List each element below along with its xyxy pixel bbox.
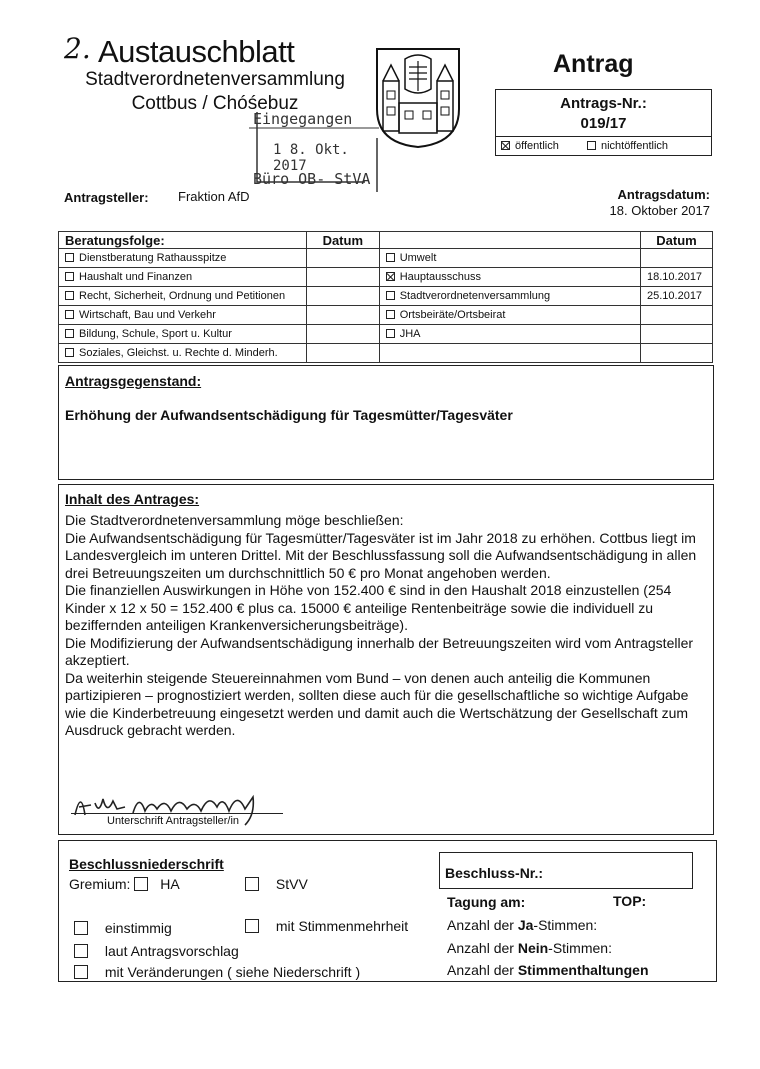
committee-label: Umwelt xyxy=(399,252,437,264)
with-changes-checkbox[interactable] xyxy=(74,965,88,979)
unanimous-label: einstimmig xyxy=(104,920,172,936)
as-proposed-label: laut Antragsvorschlag xyxy=(104,943,239,959)
antrags-nr-box xyxy=(495,89,712,156)
committee-checkbox[interactable] xyxy=(386,291,395,300)
abstentions-label: Anzahl der Stimmenthaltungen xyxy=(447,962,649,978)
committee-label: Dienstberatung Rathausspitze xyxy=(79,252,227,264)
exchange-sheet-label: Austauschblatt xyxy=(98,34,295,69)
majority-label: mit Stimmenmehrheit xyxy=(275,918,409,934)
document-title: Antrag xyxy=(553,50,634,78)
yes-votes-label: Anzahl der Ja-Stimmen: xyxy=(447,917,598,933)
application-date-label: Antragsdatum: xyxy=(617,187,710,202)
committee-label: JHA xyxy=(399,328,421,340)
gremium-ha-checkbox[interactable] xyxy=(134,877,148,891)
subject-box xyxy=(58,365,714,480)
beschluss-nr-box xyxy=(439,852,693,889)
committee-label: Hauptausschuss xyxy=(399,271,482,283)
committee-checkbox[interactable] xyxy=(386,329,395,338)
nonpublic-label: nichtöffentlich xyxy=(600,140,669,152)
signature-caption: Unterschrift Antragsteller/in xyxy=(107,815,240,827)
session-label: Tagung am: xyxy=(447,894,526,910)
committee-checkbox[interactable] xyxy=(65,253,74,262)
as-proposed-checkbox[interactable] xyxy=(74,944,88,958)
committee-date xyxy=(306,287,379,306)
stamp-date: 1 8. Okt. 2017 xyxy=(273,142,349,174)
nonpublic-checkbox[interactable] xyxy=(587,141,596,150)
committee-checkbox[interactable] xyxy=(386,310,395,319)
antrags-nr-label: Antrags-Nr.: xyxy=(560,95,647,112)
assembly-name: Stadtverordnetenversammlung xyxy=(85,69,345,90)
committee-label: Soziales, Gleichst. u. Rechte d. Minderh. xyxy=(79,347,278,359)
committee-date xyxy=(306,325,379,344)
date-header-right: Datum xyxy=(641,232,713,249)
beratungsfolge-header: Beratungsfolge: xyxy=(59,232,307,249)
committee-checkbox[interactable] xyxy=(65,329,74,338)
application-date-value: 18. Oktober 2017 xyxy=(609,203,710,218)
applicant-label: Antragsteller: xyxy=(64,190,149,205)
no-votes-label: Anzahl der Nein-Stimmen: xyxy=(447,940,612,956)
committee-checkbox[interactable] xyxy=(65,310,74,319)
majority-checkbox[interactable] xyxy=(245,919,259,933)
handwritten-prefix: 2. xyxy=(64,32,91,65)
committee-date xyxy=(641,325,713,344)
committee-label: Bildung, Schule, Sport u. Kultur xyxy=(79,328,232,340)
subject-label: Antragsgegenstand: xyxy=(65,373,202,389)
committee-date xyxy=(306,268,379,287)
beratungsfolge-table xyxy=(58,231,713,363)
committee-label: Wirtschaft, Bau und Verkehr xyxy=(79,309,216,321)
committee-label: Stadtverordnetenversammlung xyxy=(399,290,551,302)
content-paragraph: Da weiterhin steigende Steuereinnahmen vom Bund – von denen auch anteilig die Kommunen partizipieren – prognostiziert werden, sollten diese auch für die gesellschaftliche so wichtige Aufgabe wie die Kinderbetreuung eingesetzt werden und damit auch die Wertschätzung der Gesellschaft zum Ausdruck gebracht werden. xyxy=(65,669,689,738)
gremium-label: Gremium: xyxy=(69,876,131,892)
subject-text: Erhöhung der Aufwandsentschädigung für Tagesmütter/Tagesväter xyxy=(65,407,513,423)
committee-date xyxy=(306,306,379,325)
top-label: TOP: xyxy=(613,893,647,909)
committee-label: Haushalt und Finanzen xyxy=(79,271,193,283)
gremium-stvv-label: StVV xyxy=(275,876,308,892)
committee-date xyxy=(641,249,713,268)
antrags-nr-value: 019/17 xyxy=(580,115,627,132)
committee-checkbox[interactable] xyxy=(65,272,74,281)
received-stamp xyxy=(247,108,387,192)
committee-date: 18.10.2017 xyxy=(641,268,713,287)
content-paragraph: Die Aufwandsentschädigung für Tagesmütter/Tagesväter ist im Jahr 2018 zu erhöhen. Cottbus liegt im Landesvergleich im unteren Drittel. Mit der Beschlussfassung soll die Aufwandsentschädigung in allen drei Betreuungszeiten um durchschnittlich 50 € pro Monat angehoben werden. xyxy=(65,529,697,581)
with-changes-label: mit Veränderungen ( siehe Niederschrift ) xyxy=(104,964,361,980)
committee-label: Ortsbeiräte/Ortsbeirat xyxy=(399,309,506,321)
committee-checkbox[interactable] xyxy=(386,253,395,262)
committee-checkbox[interactable] xyxy=(65,348,74,357)
city-coat-of-arms xyxy=(375,47,461,149)
applicant-value: Fraktion AfD xyxy=(178,189,250,204)
stamp-received-label: Eingegangen xyxy=(253,110,353,128)
resolution-label: Beschlussniederschrift xyxy=(69,856,224,872)
beschluss-nr-label: Beschluss-Nr.: xyxy=(445,865,544,881)
committee-date xyxy=(306,344,379,363)
committee-date xyxy=(641,306,713,325)
resolution-box xyxy=(58,840,717,982)
unanimous-checkbox[interactable] xyxy=(74,921,88,935)
content-label: Inhalt des Antrages: xyxy=(65,491,200,507)
public-checkbox[interactable] xyxy=(501,141,510,150)
gremium-stvv-checkbox[interactable] xyxy=(245,877,259,891)
committee-checkbox-checked[interactable] xyxy=(386,272,395,281)
content-paragraph: Die Modifizierung der Aufwandsentschädigung innerhalb der Betreuungszeiten wird vom Antragsteller akzeptiert. xyxy=(65,634,694,668)
content-box xyxy=(58,484,714,835)
committee-label: Recht, Sicherheit, Ordnung und Petitionen xyxy=(79,290,286,302)
committee-date xyxy=(306,249,379,268)
committee-checkbox[interactable] xyxy=(65,291,74,300)
content-paragraph: Die Stadtverordnetenversammlung möge beschließen: xyxy=(65,512,404,528)
public-label: öffentlich xyxy=(515,140,559,152)
committee-date: 25.10.2017 xyxy=(641,287,713,306)
content-paragraph: Die finanziellen Auswirkungen in Höhe von 152.400 € sind in den Haushalt 2018 einzustellen (254 Kinder x 12 x 50 = 152.400 € plus ca. 15000 € anteilige Rentenbeiträge sowie die individuell zu beziffernden anteiligen Krankenversicherungsbeiträge). xyxy=(65,582,672,633)
date-header-left: Datum xyxy=(306,232,379,249)
stamp-office: Büro OB- StVA xyxy=(253,170,371,188)
gremium-ha-label: HA xyxy=(160,876,180,892)
city-name: Cottbus / Chóśebuz xyxy=(131,93,299,114)
